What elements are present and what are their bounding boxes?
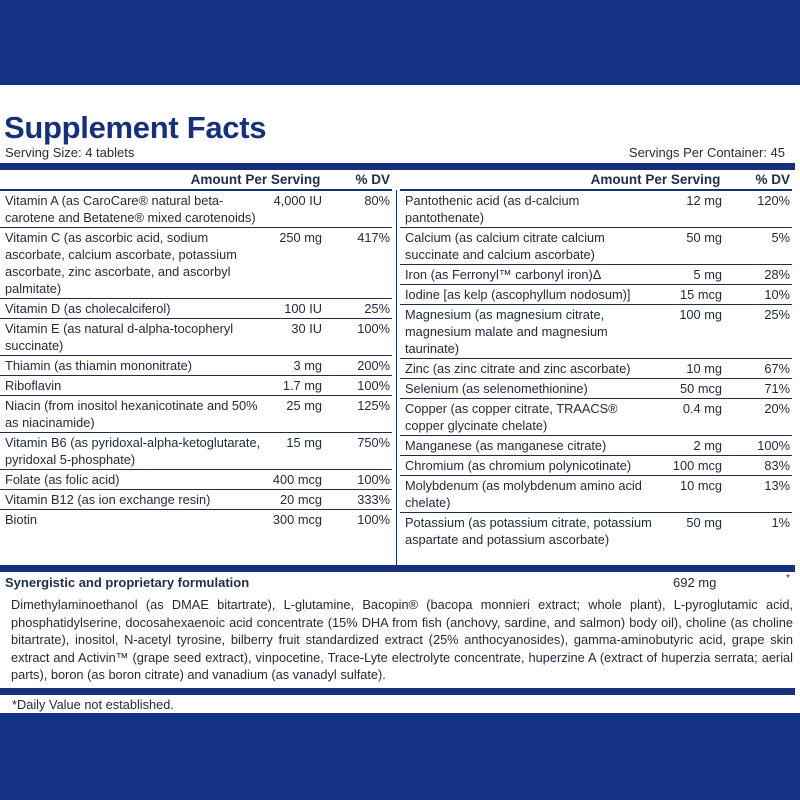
nutrient-name: Manganese (as manganese citrate) (405, 438, 607, 453)
nutrient-name: Selenium (as selenomethionine) (405, 381, 588, 396)
table-row (400, 285, 792, 305)
table-row (0, 470, 392, 490)
nutrient-dv: 20% (764, 401, 790, 416)
column-divider (396, 190, 397, 565)
proprietary-dv: * (786, 573, 790, 584)
table-row (0, 376, 392, 396)
nutrient-amount: 400 mcg (272, 472, 322, 487)
nutrient-dv: 100% (357, 321, 390, 336)
table-row (400, 476, 792, 513)
nutrient-dv: 80% (364, 193, 390, 208)
page-title: Supplement Facts (4, 110, 267, 145)
table-row (0, 490, 392, 510)
table-row (0, 191, 392, 228)
nutrient-amount: 30 IU (291, 321, 322, 336)
nutrient-dv: 100% (357, 378, 390, 393)
nutrient-amount: 4,000 IU (273, 193, 322, 208)
amount-header: Amount Per Serving (590, 172, 721, 187)
nutrient-amount: 20 mcg (280, 492, 322, 507)
table-row (0, 319, 392, 356)
nutrient-amount: 50 mcg (680, 381, 722, 396)
nutrient-dv: 750% (357, 435, 390, 450)
nutrient-name: Potassium (as potassium citrate, potassium aspartate and potassium ascorbate) (405, 515, 652, 547)
nutrient-name: Biotin (5, 512, 38, 527)
nutrient-name: Magnesium (as magnesium citrate, magnesium malate and magnesium taurinate) (405, 307, 608, 356)
nutrient-dv: 83% (764, 458, 790, 473)
nutrient-amount: 100 mcg (672, 458, 722, 473)
table-row (400, 359, 792, 379)
nutrient-name: Iodine [as kelp (ascophyllum nodosum)] (405, 287, 631, 302)
nutrient-dv: 120% (757, 193, 790, 208)
nutrient-name: Vitamin B6 (as pyridoxal-alpha-ketoglutarate, pyridoxal 5-phosphate) (5, 435, 261, 467)
nutrient-amount: 50 mg (686, 515, 722, 530)
table-row (400, 379, 792, 399)
nutrient-amount: 100 mg (679, 307, 722, 322)
nutrient-name: Folate (as folic acid) (5, 472, 120, 487)
table-row (0, 299, 392, 319)
nutrient-amount: 25 mg (286, 398, 322, 413)
nutrient-name: Iron (as Ferronyl™ carbonyl iron)Δ (405, 267, 602, 282)
nutrient-dv: 67% (764, 361, 790, 376)
nutrient-amount: 250 mg (279, 230, 322, 245)
table-row (400, 456, 792, 476)
nutrient-name: Zinc (as zinc citrate and zinc ascorbate) (405, 361, 631, 376)
nutrient-amount: 10 mcg (680, 478, 722, 493)
table-row (0, 356, 392, 376)
proprietary-ingredients: Dimethylaminoethanol (as DMAE bitartrate), L-glutamine, Bacopin® (bacopa monnieri extract; whole plant), L-pyroglutamic acid, phosphatidylserine, docosahexaenoic acid concentrate (15% DHA from fish (anchovy, sardine, and salmon) body oil), choline (as choline bitartrate), inositol, N-acetyl tyrosine, bilberry fruit standardized extract (25% anthocyanosides), gamma-aminobutyric acid, grape skin extract and Activin™ (grape seed extract), vinpocetine, Trace-Lyte electrolyte concentrate, huperzine A (extract of huperzia serrata; aerial parts), boron (as boron citrate) and vanadium (as vanadyl sulfate). (11, 597, 793, 683)
nutrient-name: Vitamin E (as natural d-alpha-tocopheryl succinate) (5, 321, 234, 353)
nutrient-dv: 25% (364, 301, 390, 316)
nutrient-amount: 300 mcg (272, 512, 322, 527)
footnote: *Daily Value not established. (12, 697, 174, 712)
nutrient-name: Vitamin C (as ascorbic acid, sodium ascorbate, calcium ascorbate, potassium ascorbate, zinc ascorbate, and ascorbyl palmitate) (5, 230, 237, 296)
nutrient-table-left (0, 170, 392, 529)
table-row (400, 436, 792, 456)
nutrient-name: Vitamin D (as cholecalciferol) (5, 301, 171, 316)
proprietary-rule (0, 565, 795, 572)
nutrient-amount: 3 mg (293, 358, 322, 373)
table-row (0, 433, 392, 470)
nutrient-dv: 417% (357, 230, 390, 245)
nutrient-table-right (400, 170, 792, 549)
proprietary-amount: 692 mg (673, 575, 717, 590)
nutrient-amount: 1.7 mg (282, 378, 322, 393)
nutrient-dv: 333% (357, 492, 390, 507)
nutrient-dv: 125% (357, 398, 390, 413)
nutrient-dv: 71% (764, 381, 790, 396)
table-row (0, 396, 392, 433)
bottom-blue-band (0, 713, 800, 800)
table-header (400, 170, 792, 191)
nutrient-name: Vitamin B12 (as ion exchange resin) (5, 492, 211, 507)
table-row (400, 191, 792, 228)
header-rule (0, 163, 795, 170)
nutrient-dv: 28% (764, 267, 790, 282)
serving-size: Serving Size: 4 tablets (5, 145, 135, 160)
nutrient-name: Niacin (from inositol hexanicotinate and 50% as niacinamide) (5, 398, 258, 430)
nutrient-name: Riboflavin (5, 378, 62, 393)
nutrient-name: Vitamin A (as CaroCare® natural beta-carotene and Betatene® mixed carotenoids) (5, 193, 256, 225)
nutrient-name: Chromium (as chromium polynicotinate) (405, 458, 632, 473)
nutrient-dv: 100% (757, 438, 790, 453)
amount-header: Amount Per Serving (190, 172, 321, 187)
nutrient-amount: 10 mg (686, 361, 722, 376)
nutrient-dv: 1% (771, 515, 790, 530)
nutrient-amount: 2 mg (693, 438, 722, 453)
nutrient-amount: 5 mg (693, 267, 722, 282)
servings-per-container: Servings Per Container: 45 (628, 145, 785, 160)
table-header (0, 170, 392, 191)
nutrient-amount: 0.4 mg (682, 401, 722, 416)
top-blue-band (0, 0, 800, 85)
nutrient-dv: 13% (764, 478, 790, 493)
nutrient-name: Pantothenic acid (as d-calcium pantothenate) (405, 193, 580, 225)
nutrient-name: Copper (as copper citrate, TRAACS® copper glycinate chelate) (405, 401, 618, 433)
nutrient-amount: 50 mg (686, 230, 722, 245)
dv-header: % DV (355, 172, 390, 187)
nutrient-amount: 15 mcg (680, 287, 722, 302)
table-row (0, 510, 392, 529)
nutrient-dv: 25% (764, 307, 790, 322)
footnote-rule (0, 688, 795, 695)
nutrient-amount: 12 mg (686, 193, 722, 208)
nutrient-name: Thiamin (as thiamin mononitrate) (5, 358, 193, 373)
nutrient-name: Molybdenum (as molybdenum amino acid chelate) (405, 478, 642, 510)
nutrient-dv: 10% (764, 287, 790, 302)
table-row (400, 228, 792, 265)
nutrient-dv: 100% (357, 512, 390, 527)
dv-header: % DV (755, 172, 790, 187)
table-row (400, 265, 792, 285)
nutrient-amount: 15 mg (286, 435, 322, 450)
table-row (400, 305, 792, 359)
table-row (400, 399, 792, 436)
nutrient-name: Calcium (as calcium citrate calcium succinate and calcium ascorbate) (405, 230, 605, 262)
proprietary-title: Synergistic and proprietary formulation (5, 575, 250, 590)
nutrient-dv: 200% (357, 358, 390, 373)
nutrient-amount: 100 IU (284, 301, 322, 316)
table-row (0, 228, 392, 299)
table-row (400, 513, 792, 549)
nutrient-dv: 5% (771, 230, 790, 245)
nutrient-dv: 100% (357, 472, 390, 487)
